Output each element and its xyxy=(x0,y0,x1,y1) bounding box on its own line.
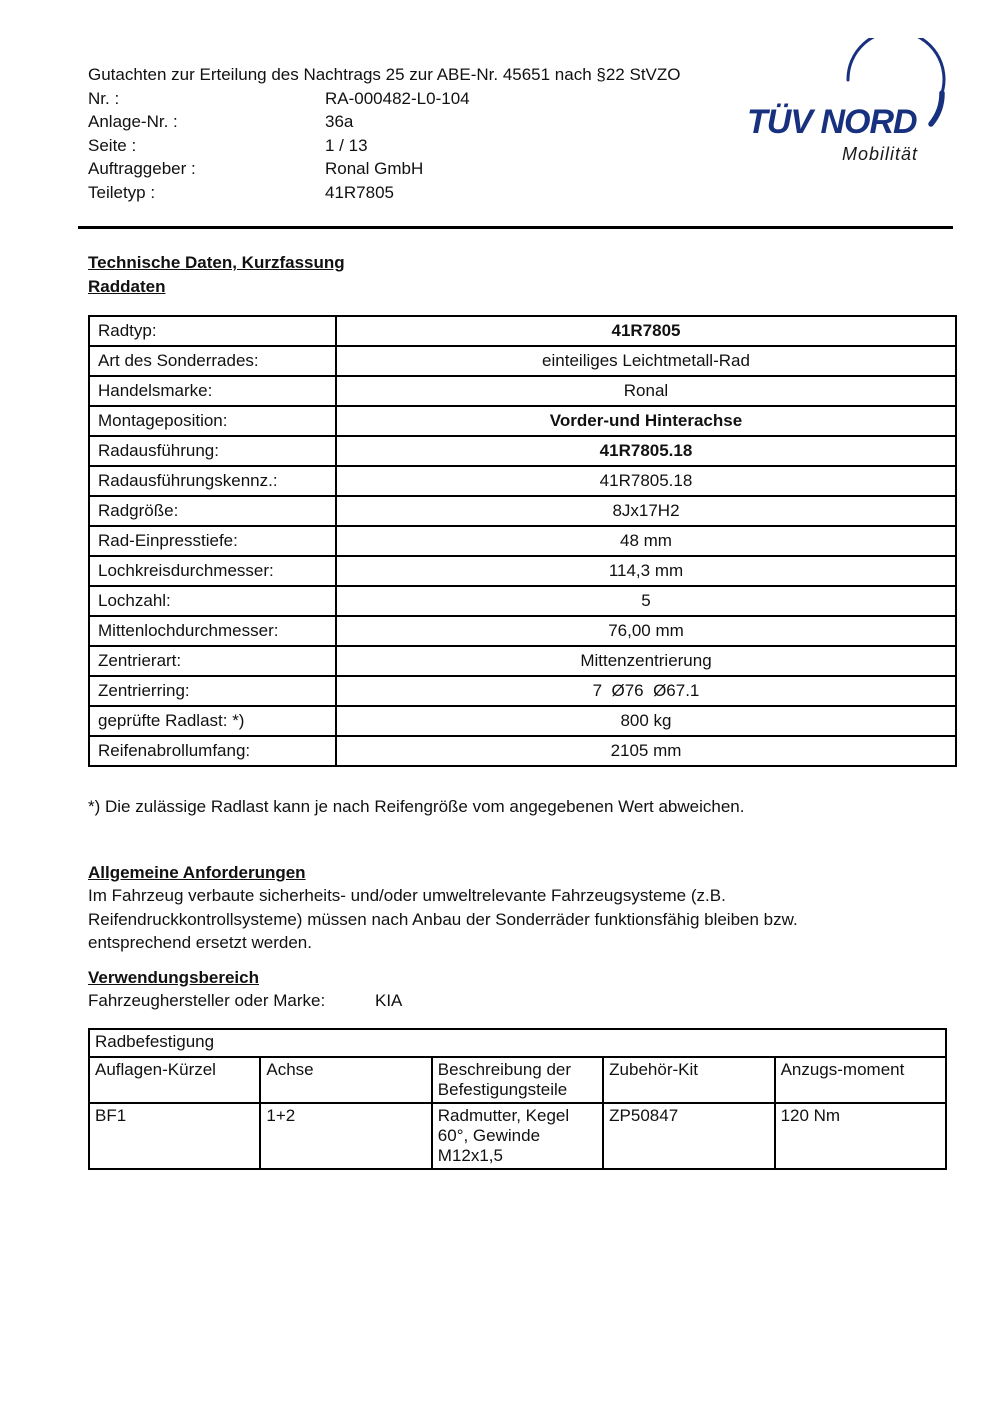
logo-division-text: Mobilität xyxy=(841,144,918,164)
table-row xyxy=(89,466,956,496)
heading-verwendungsbereich: Verwendungsbereich xyxy=(88,968,259,987)
row-value: 41R7805 xyxy=(336,316,956,346)
table-row xyxy=(89,676,956,706)
cell-anzugsmoment: 120 Nm xyxy=(775,1103,946,1169)
row-label: Radgröße: xyxy=(89,496,336,526)
field-label: Nr. : xyxy=(88,88,120,108)
row-label: Mittenlochdurchmesser: xyxy=(89,616,336,646)
table-row xyxy=(89,316,956,346)
paragraph-line: Im Fahrzeug verbaute sicherheits- und/oder umweltrelevante Fahrzeugsysteme (z.B. xyxy=(88,886,726,906)
table-row xyxy=(89,646,956,676)
heading-raddaten: Raddaten xyxy=(88,276,166,296)
logo-arc-icon xyxy=(848,38,944,93)
cell-zubehoer-kit: ZP50847 xyxy=(603,1103,774,1169)
column-header: Zubehör-Kit xyxy=(603,1057,774,1103)
field-label: Auftraggeber : xyxy=(88,159,196,178)
row-value: 7 Ø76 Ø67.1 xyxy=(336,676,956,706)
radlast-footnote: *) Die zulässige Radlast kann je nach Reifengröße vom angegebenen Wert abweichen. xyxy=(88,797,745,816)
row-label: Lochkreisdurchmesser: xyxy=(89,556,336,586)
document-title: Gutachten zur Erteilung des Nachtrags 25 zur ABE-Nr. 45651 nach §22 StVZO xyxy=(88,65,681,84)
row-label: Reifenabrollumfang: xyxy=(89,736,336,766)
cell-beschreibung: Radmutter, Kegel 60°, Gewinde M12x1,5 xyxy=(432,1103,603,1169)
field-value: 1 / 13 xyxy=(325,135,368,155)
paragraph-line: Reifendruckkontrollsysteme) müssen nach Anbau der Sonderräder funktionsfähig bleiben bzw. xyxy=(88,909,798,929)
logo-arc-thick-icon xyxy=(931,93,942,124)
row-value: einteiliges Leichtmetall-Rad xyxy=(336,346,956,376)
table-row xyxy=(89,736,956,766)
allgemeine-anforderungen-section xyxy=(88,861,798,954)
table-row xyxy=(89,406,956,436)
raddaten-table xyxy=(88,315,957,767)
table-row xyxy=(89,496,956,526)
row-value: Mittenzentrierung xyxy=(336,646,956,676)
row-value: Vorder-und Hinterachse xyxy=(336,406,956,436)
row-label: Radausführung: xyxy=(89,436,336,466)
field-value: RA-000482-L0-104 xyxy=(325,88,470,108)
row-label: Zentrierring: xyxy=(89,676,336,706)
row-label: Montageposition: xyxy=(89,406,336,436)
row-value: 41R7805.18 xyxy=(336,436,956,466)
hersteller-label: Fahrzeughersteller oder Marke: xyxy=(88,991,326,1011)
header-field-nr xyxy=(88,87,768,111)
tuev-nord-logo-icon xyxy=(744,38,959,178)
table-row xyxy=(89,586,956,616)
table-row xyxy=(89,1103,946,1169)
row-value: 41R7805.18 xyxy=(336,466,956,496)
radbefestigung-title: Radbefestigung xyxy=(89,1029,946,1057)
row-value: 114,3 mm xyxy=(336,556,956,586)
row-label: Radtyp: xyxy=(89,316,336,346)
row-value: 2105 mm xyxy=(336,736,956,766)
field-value: Ronal GmbH xyxy=(325,159,424,178)
table-row xyxy=(89,526,956,556)
table-row xyxy=(89,616,956,646)
row-value: 8Jx17H2 xyxy=(336,496,956,526)
field-value: 41R7805 xyxy=(325,182,395,202)
field-label: Teiletyp : xyxy=(88,182,156,202)
logo-brand-text: TÜV NORD xyxy=(747,103,917,141)
table-row xyxy=(89,556,956,586)
radbefestigung-table xyxy=(88,1028,947,1170)
table-row xyxy=(89,376,956,406)
header-field-teiletyp xyxy=(88,181,768,205)
cell-achse: 1+2 xyxy=(260,1103,431,1169)
column-header: Beschreibung der Befestigungsteile xyxy=(432,1057,603,1103)
field-label: Anlage-Nr. : xyxy=(88,112,178,131)
table-header-row xyxy=(89,1057,946,1103)
row-value: 76,00 mm xyxy=(336,616,956,646)
header-divider-rule xyxy=(78,226,953,229)
row-label: geprüfte Radlast: *) xyxy=(89,706,336,736)
row-label: Art des Sonderrades: xyxy=(89,346,336,376)
table-row xyxy=(89,346,956,376)
row-label: Lochzahl: xyxy=(89,586,336,616)
row-value: 5 xyxy=(336,586,956,616)
tuev-nord-logo xyxy=(744,38,959,178)
column-header: Anzugs-moment xyxy=(775,1057,946,1103)
table-title-row xyxy=(89,1029,946,1057)
heading-technische-daten: Technische Daten, Kurzfassung xyxy=(88,253,345,272)
row-value: Ronal xyxy=(336,376,956,406)
row-label: Radausführungskennz.: xyxy=(89,466,336,496)
section-headings xyxy=(88,251,345,298)
row-label: Zentrierart: xyxy=(89,646,336,676)
cell-auflagen-kuerzel: BF1 xyxy=(89,1103,260,1169)
row-label: Rad-Einpresstiefe: xyxy=(89,526,336,556)
field-label: Seite : xyxy=(88,135,137,155)
row-value: 800 kg xyxy=(336,706,956,736)
row-value: 48 mm xyxy=(336,526,956,556)
table-row xyxy=(89,706,956,736)
header-field-auftraggeber xyxy=(88,157,768,181)
table-row xyxy=(89,436,956,466)
column-header: Auflagen-Kürzel xyxy=(89,1057,260,1103)
hersteller-value: KIA xyxy=(375,991,403,1011)
heading-allgemeine-anforderungen: Allgemeine Anforderungen xyxy=(88,863,306,882)
document-header xyxy=(88,63,768,204)
hersteller-row xyxy=(88,989,402,1012)
header-field-anlage xyxy=(88,110,768,134)
column-header: Achse xyxy=(260,1057,431,1103)
row-label: Handelsmarke: xyxy=(89,376,336,406)
verwendungsbereich-section xyxy=(88,966,402,1013)
header-field-seite xyxy=(88,134,768,158)
paragraph-line: entsprechend ersetzt werden. xyxy=(88,932,312,952)
field-value: 36a xyxy=(325,112,354,131)
